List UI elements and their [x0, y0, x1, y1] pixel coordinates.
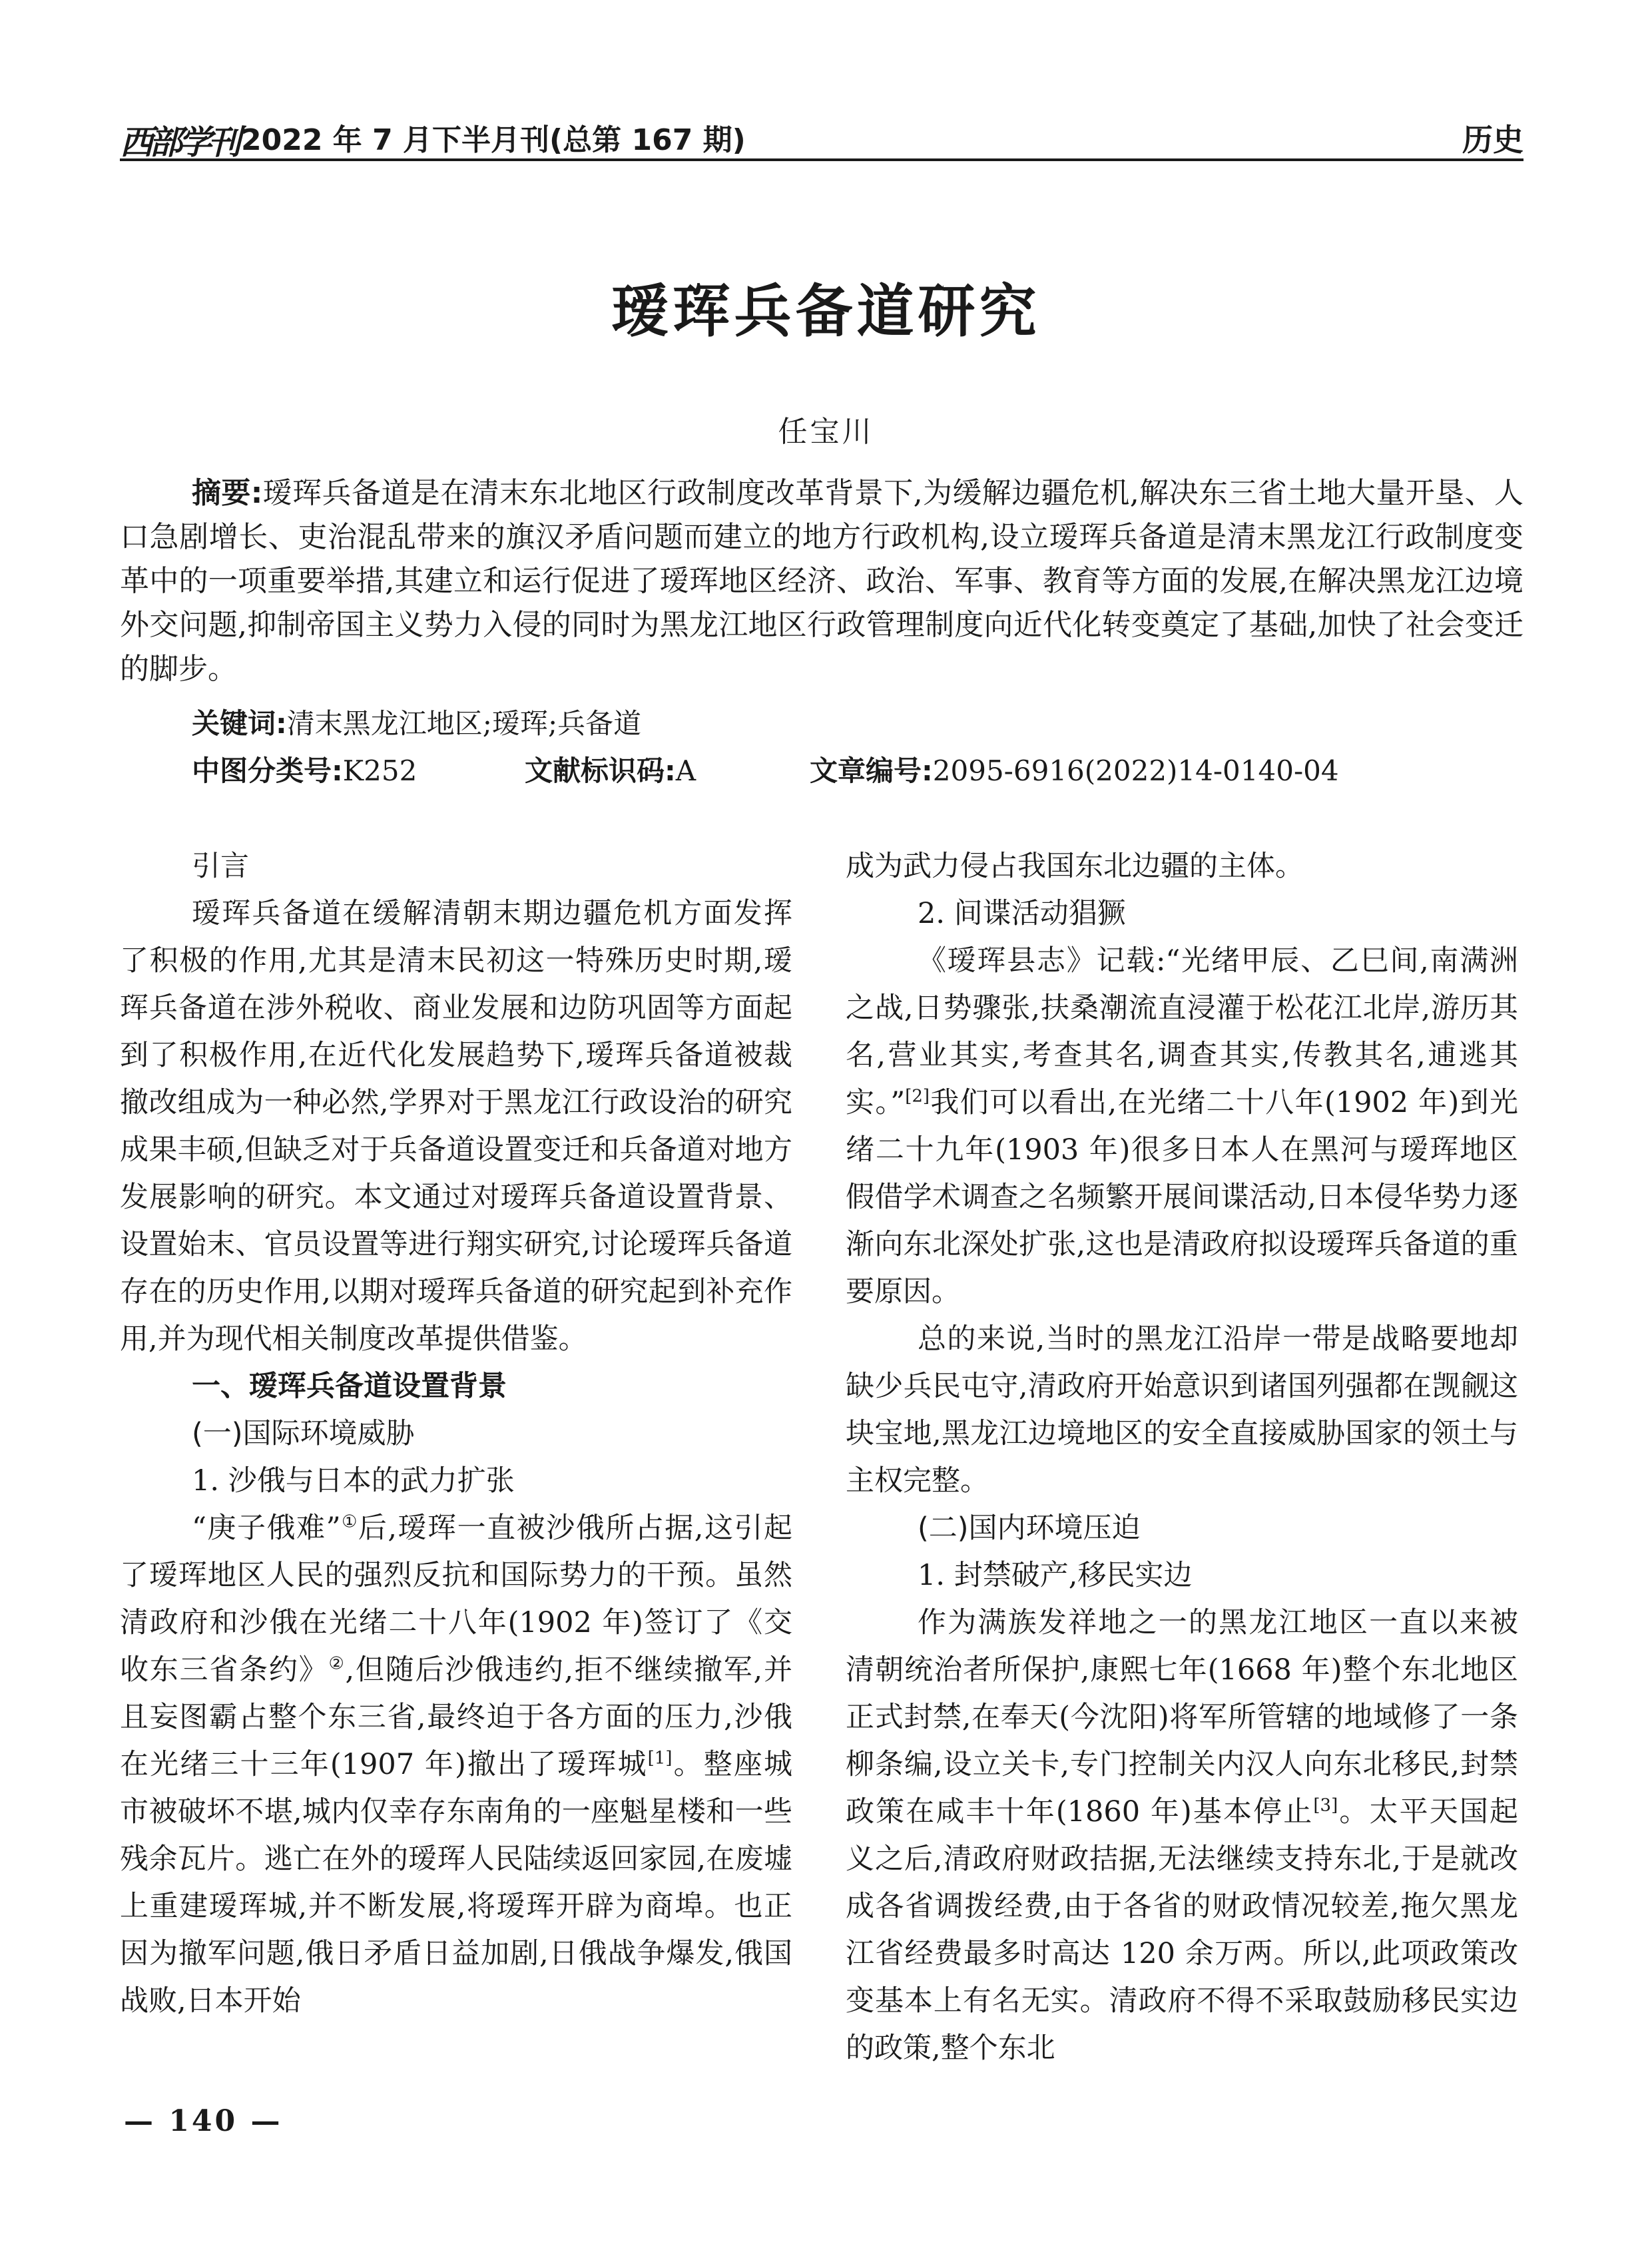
paragraph-3: 总的来说,当时的黑龙江沿岸一带是战略要地却缺少兵民屯守,清政府开始意识到诸国列强都在觊觎这块宝地,黑龙江边境地区的安全直接威胁国家的领土与主权完整。 — [846, 1322, 1518, 1498]
article-number-value: 2095-6916(2022)14-0140-04 — [932, 754, 1339, 787]
classification — [192, 752, 417, 790]
keywords-text: 清末黑龙江地区;瑷珲;兵备道 — [286, 707, 642, 740]
continued-paragraph: 成为武力侵占我国东北边疆的主体。 — [846, 850, 1304, 883]
intro-heading: 引言 — [192, 850, 249, 883]
section-heading-1: 一、瑷珲兵备道设置背景 — [192, 1370, 507, 1403]
article-author: 任宝川 — [778, 415, 874, 449]
footnote-ref-2: ② — [328, 1653, 346, 1674]
classification-value: K252 — [342, 754, 417, 787]
article-number-label: 文章编号: — [810, 754, 933, 787]
p1-text-c: ,但随后沙俄违约,拒不继续撤军,并且妄图霸占整个东三省,最终迫于各方面的压力,沙俄在光绪三十三年(1907 年)撤出了瑷珲城 — [120, 1653, 792, 1781]
p1-text-b: 后,瑷珲一直被沙俄所占据,这引起了瑷珲地区人民的强烈反抗和国际势力的干预。虽然清政府和沙俄在光绪二十八年(1902 年)签订了《交收东三省条约》 — [120, 1512, 792, 1687]
section-label: 历史 — [1462, 122, 1523, 158]
citation-ref-1: [1] — [647, 1748, 673, 1769]
abstract — [120, 471, 1523, 691]
abstract-text: 瑷珲兵备道是在清末东北地区行政制度改革背景下,为缓解边疆危机,解决东三省土地大量开垦、人口急剧增长、吏治混乱带来的旗汉矛盾问题而建立的地方行政机构,设立瑷珲兵备道是清末黑龙江行政制度变革中的一项重要举措,其建立和运行促进了瑷珲地区经济、政治、军事、教育等方面的发展,在解决黑龙江边境外交问题,抑制帝国主义势力入侵的同时为黑龙江地区行政管理制度向近代化转变奠定了基础,加快了社会变迁的脚步。 — [120, 476, 1523, 686]
keywords — [192, 705, 641, 742]
right-column — [846, 843, 1518, 2072]
paragraph-4 — [846, 1599, 1518, 2072]
article-number — [810, 752, 1339, 790]
p2-text-a: 《瑷珲县志》记载:“光绪甲辰、乙巳间,南满洲之战,日势骤张,扶桑潮流直浸灌于松花江北岸,游历其名,营业其实,考查其名,调查其实,传教其名,逋逃其实。” — [846, 944, 1518, 1119]
running-header — [120, 111, 1523, 162]
footnote-ref-1: ① — [340, 1512, 358, 1532]
p2-text-b: 我们可以看出,在光绪二十八年(1902 年)到光绪二十九年(1903 年)很多日本人在黑河与瑷珲地区假借学术调查之名频繁开展间谍活动,日本侵华势力逐渐向东北深处扩张,这也是清政府拟设瑷珲兵备道的重要原因。 — [846, 1086, 1518, 1308]
issue-info: 2022 年 7 月下半月刊(总第 167 期) — [241, 123, 746, 157]
paragraph-1 — [120, 1505, 792, 2025]
item-heading-2: 2. 间谍活动猖獗 — [918, 897, 1126, 930]
left-column — [120, 843, 792, 2025]
abstract-label: 摘要: — [192, 476, 263, 510]
doc-code — [525, 752, 696, 790]
paragraph-2 — [846, 938, 1518, 1316]
p4-text-b: 。太平天国起义之后,清政府财政拮据,无法继续支持东北,于是就改成各省调拨经费,由于各省的财政情况较差,拖欠黑龙江省经费最多时高达 120 余万两。所以,此项政策改变基本上有名无实。清政府不得不采取鼓励移民实边的政策,整个东北 — [846, 1795, 1518, 2065]
subheading-1: (一)国际环境威胁 — [192, 1417, 415, 1450]
citation-ref-2: [2] — [905, 1086, 930, 1107]
p1-text-a: “庚子俄难” — [192, 1512, 341, 1545]
p1-text-d: 。整座城市被破坏不堪,城内仅幸存东南角的一座魁星楼和一些残余瓦片。逃亡在外的瑷珲人民陆续返回家园,在废墟上重建瑷珲城,并不断发展,将瑷珲开辟为商埠。也正因为撤军问题,俄日矛盾日益加剧,日俄战争爆发,俄国战败,日本开始 — [120, 1748, 792, 2018]
intro-paragraph: 瑷珲兵备道在缓解清朝末期边疆危机方面发挥了积极的作用,尤其是清末民初这一特殊历史时期,瑷珲兵备道在涉外税收、商业发展和边防巩固等方面起到了积极作用,在近代化发展趋势下,瑷珲兵备道被裁撤改组成为一种必然,学界对于黑龙江行政设治的研究成果丰硕,但缺乏对于兵备道设置变迁和兵备道对地方发展影响的研究。本文通过对瑷珲兵备道设置背景、设置始末、官员设置等进行翔实研究,讨论瑷珲兵备道存在的历史作用,以期对瑷珲兵备道的研究起到补充作用,并为现代相关制度改革提供借鉴。 — [120, 897, 792, 1356]
citation-ref-3: [3] — [1313, 1795, 1338, 1816]
page-number: — 140 — — [124, 2104, 283, 2138]
doc-code-value: A — [675, 754, 696, 787]
item-heading-3: 1. 封禁破产,移民实边 — [918, 1559, 1193, 1592]
item-heading-1: 1. 沙俄与日本的武力扩张 — [192, 1464, 515, 1498]
keywords-label: 关键词: — [192, 707, 287, 740]
journal-logo: 西部学刊 — [120, 123, 237, 162]
doc-code-label: 文献标识码: — [525, 754, 676, 787]
article-title: 瑷珲兵备道研究 — [611, 278, 1041, 345]
subheading-2: (二)国内环境压迫 — [918, 1512, 1141, 1545]
p4-text-a: 作为满族发祥地之一的黑龙江地区一直以来被清朝统治者所保护,康熙七年(1668 年)整个东北地区正式封禁,在奉天(今沈阳)将军所管辖的地域修了一条柳条编,设立关卡,专门控制关内汉人向东北移民,封禁政策在咸丰十年(1860 年)基本停止 — [846, 1606, 1518, 1828]
classification-label: 中图分类号: — [192, 754, 343, 787]
header-rule — [120, 158, 1523, 161]
